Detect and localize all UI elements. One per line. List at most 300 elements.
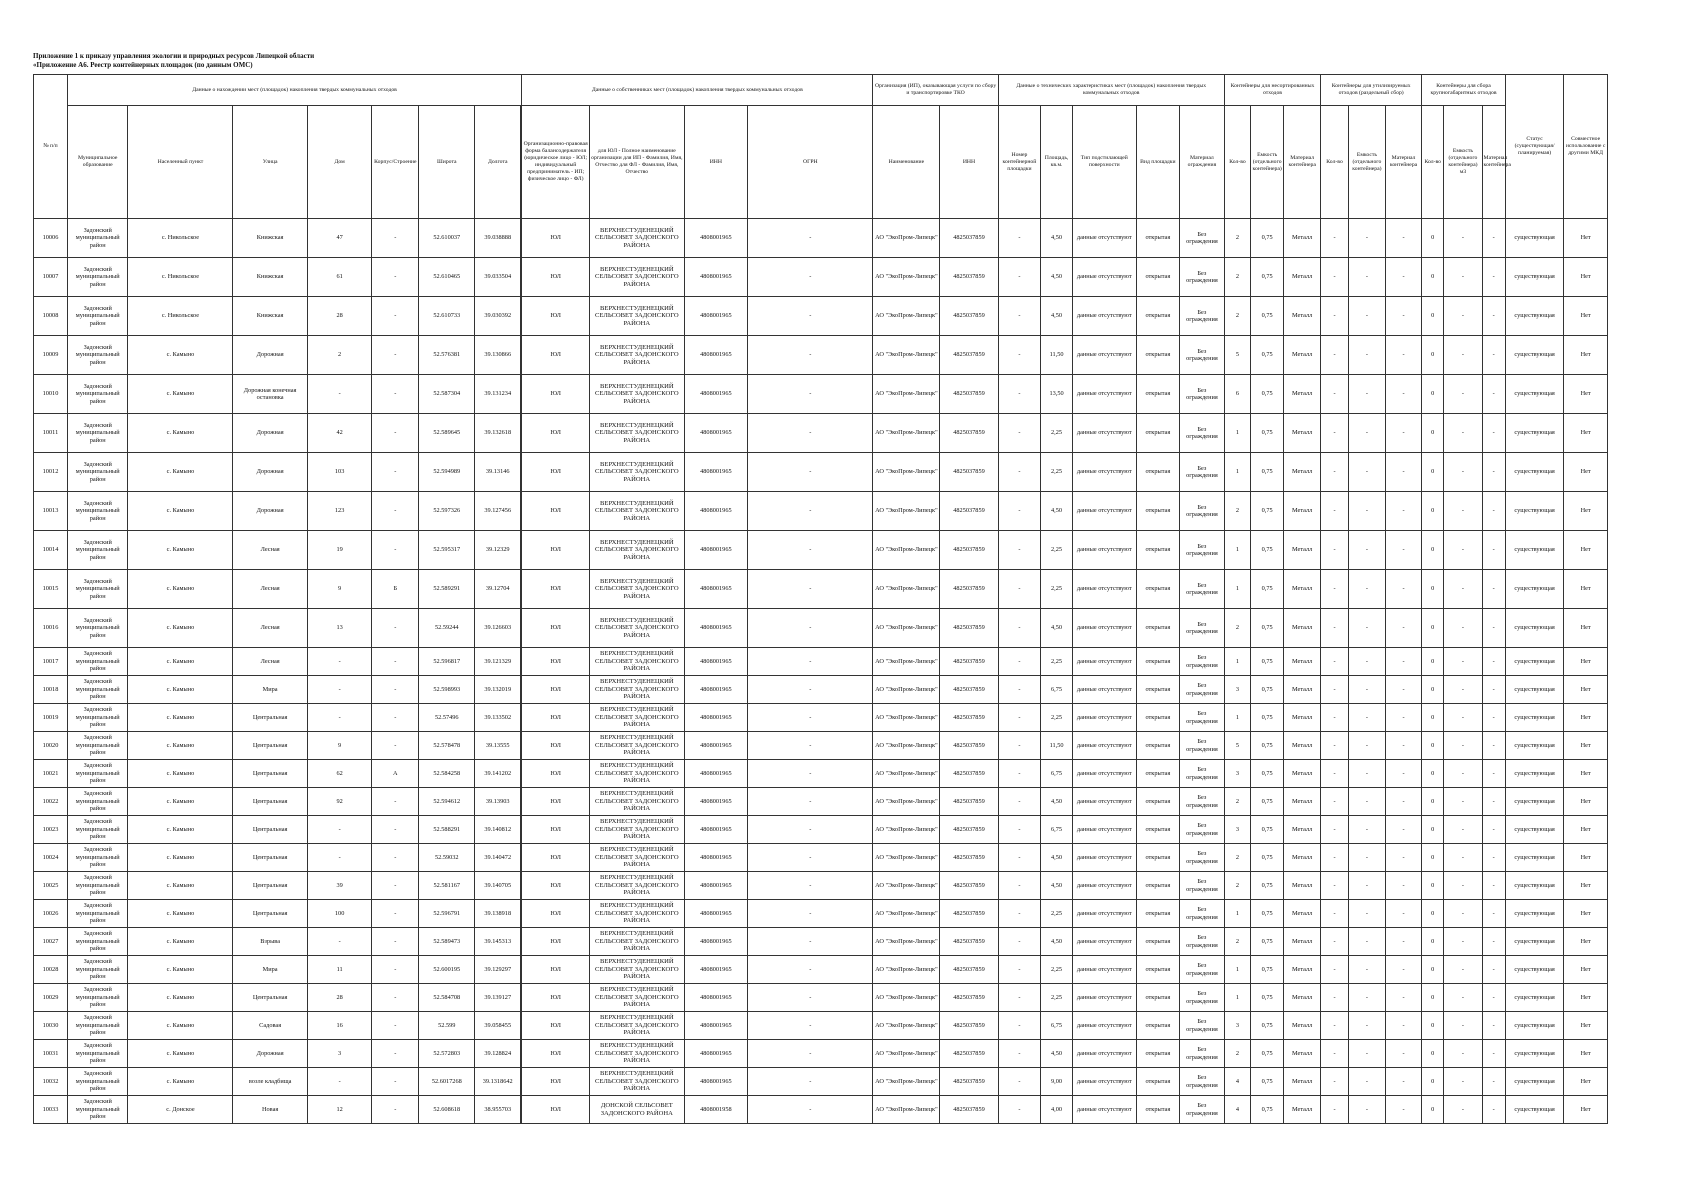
table-cell: 5 <box>1224 336 1251 375</box>
table-cell: с. Камыно <box>128 453 233 492</box>
table-cell: 4825037859 <box>940 732 998 760</box>
table-cell: 61 <box>307 258 372 297</box>
table-cell: - <box>748 570 873 609</box>
table-cell: - <box>748 609 873 648</box>
column-header-cell: Материал контейнера <box>1385 106 1421 219</box>
table-cell: 0 <box>1422 609 1444 648</box>
table-cell: 52.584708 <box>419 984 475 1012</box>
table-cell: открытая <box>1136 570 1180 609</box>
table-cell: - <box>998 676 1040 704</box>
table-cell: открытая <box>1136 816 1180 844</box>
table-cell: Без ограждения <box>1180 816 1225 844</box>
table-cell: Центральная <box>233 760 307 788</box>
table-cell: Центральная <box>233 984 307 1012</box>
table-cell: - <box>1348 704 1385 732</box>
table-cell: Без ограждения <box>1180 375 1225 414</box>
table-cell: - <box>1348 760 1385 788</box>
table-cell: данные отсутствуют <box>1072 956 1136 984</box>
group-header-cell: № п/п <box>34 75 68 219</box>
table-cell: - <box>1482 900 1505 928</box>
table-cell: 4825037859 <box>940 1040 998 1068</box>
table-cell: данные отсутствуют <box>1072 676 1136 704</box>
table-cell: Новая <box>233 1096 307 1124</box>
table-cell: ВЕРХНЕСТУДЕНЕЦКИЙ СЕЛЬСОВЕТ ЗАДОНСКОГО РАЙОНА <box>590 648 684 676</box>
table-cell: 52.610037 <box>419 219 475 258</box>
table-cell: 11 <box>307 956 372 984</box>
table-cell: - <box>372 1040 419 1068</box>
table-cell: Книжская <box>233 219 307 258</box>
table-cell: 10021 <box>34 760 68 788</box>
group-header-cell: Контейнеры для утилизируемых отходов (раздельный сбор) <box>1321 75 1422 106</box>
table-cell: 10015 <box>34 570 68 609</box>
table-cell: 10029 <box>34 984 68 1012</box>
table-cell: Без ограждения <box>1180 1012 1225 1040</box>
table-cell: Задонский муниципальный район <box>67 375 127 414</box>
table-cell: Центральная <box>233 900 307 928</box>
document-page <box>33 52 1608 1124</box>
table-cell: Садовая <box>233 1012 307 1040</box>
table-cell: - <box>748 648 873 676</box>
table-cell: - <box>1348 844 1385 872</box>
table-cell: открытая <box>1136 760 1180 788</box>
table-cell: данные отсутствуют <box>1072 648 1136 676</box>
table-cell: 10018 <box>34 676 68 704</box>
table-cell: с. Донское <box>128 1096 233 1124</box>
table-cell: Без ограждения <box>1180 956 1225 984</box>
table-cell: Без ограждения <box>1180 704 1225 732</box>
table-cell: - <box>1444 704 1482 732</box>
table-row <box>34 453 1608 492</box>
table-cell: 52.600195 <box>419 956 475 984</box>
table-cell: 4808001965 <box>684 872 748 900</box>
group-header-cell: Данные о технических характеристиках мест (площадок) накопления твердых коммунальных отходов <box>998 75 1224 106</box>
table-cell: данные отсутствуют <box>1072 928 1136 956</box>
table-cell: 52.596791 <box>419 900 475 928</box>
table-cell: ВЕРХНЕСТУДЕНЕЦКИЙ СЕЛЬСОВЕТ ЗАДОНСКОГО РАЙОНА <box>590 704 684 732</box>
table-cell: АО "ЭкоПром-Липецк" <box>873 609 940 648</box>
table-cell: 2,25 <box>1041 570 1073 609</box>
table-cell: 52.594989 <box>419 453 475 492</box>
table-cell: - <box>998 844 1040 872</box>
table-cell: - <box>1385 570 1421 609</box>
table-cell: - <box>307 648 372 676</box>
table-cell: ЮЛ <box>522 872 590 900</box>
table-cell: - <box>998 956 1040 984</box>
table-cell: 0 <box>1422 492 1444 531</box>
table-cell: - <box>1385 816 1421 844</box>
table-cell: 9 <box>307 732 372 760</box>
table-cell: - <box>1444 1040 1482 1068</box>
table-cell: Лесная <box>233 609 307 648</box>
table-cell: Нет <box>1564 1040 1608 1068</box>
table-cell: 0,75 <box>1251 375 1284 414</box>
table-cell: 0,75 <box>1251 844 1284 872</box>
table-cell: 52.584258 <box>419 760 475 788</box>
table-cell: с. Камыно <box>128 788 233 816</box>
table-cell: 4825037859 <box>940 336 998 375</box>
column-header-cell: Вид площадки <box>1136 106 1180 219</box>
table-cell: существующая <box>1505 375 1563 414</box>
table-cell: 4825037859 <box>940 219 998 258</box>
table-cell: Металл <box>1284 760 1321 788</box>
table-cell: 10016 <box>34 609 68 648</box>
table-cell: - <box>1482 531 1505 570</box>
table-cell: - <box>748 676 873 704</box>
table-row <box>34 984 1608 1012</box>
table-cell: с. Камыно <box>128 760 233 788</box>
table-cell: - <box>1482 570 1505 609</box>
table-cell: с. Камыно <box>128 492 233 531</box>
table-cell: 19 <box>307 531 372 570</box>
table-cell: ВЕРХНЕСТУДЕНЕЦКИЙ СЕЛЬСОВЕТ ЗАДОНСКОГО РАЙОНА <box>590 375 684 414</box>
table-cell: 0,75 <box>1251 984 1284 1012</box>
table-row <box>34 414 1608 453</box>
table-cell: 4 <box>1224 1068 1251 1096</box>
table-cell: - <box>372 531 419 570</box>
table-cell: АО "ЭкоПром-Липецк" <box>873 872 940 900</box>
table-cell: - <box>372 788 419 816</box>
table-cell: Нет <box>1564 531 1608 570</box>
table-cell: Лесная <box>233 570 307 609</box>
table-cell: 3 <box>307 1040 372 1068</box>
table-cell: 10032 <box>34 1068 68 1096</box>
table-cell: - <box>748 1012 873 1040</box>
column-header-cell: Корпус/Строение <box>372 106 419 219</box>
table-cell: существующая <box>1505 1040 1563 1068</box>
table-cell: 4808001965 <box>684 928 748 956</box>
table-cell: ВЕРХНЕСТУДЕНЕЦКИЙ СЕЛЬСОВЕТ ЗАДОНСКОГО РАЙОНА <box>590 258 684 297</box>
table-cell: 52.6017268 <box>419 1068 475 1096</box>
table-cell: Нет <box>1564 732 1608 760</box>
table-cell: - <box>998 531 1040 570</box>
table-cell: 0,75 <box>1251 1096 1284 1124</box>
table-cell: - <box>748 984 873 1012</box>
table-cell: 6,75 <box>1041 816 1073 844</box>
table-cell: - <box>372 900 419 928</box>
table-cell: 0,75 <box>1251 414 1284 453</box>
table-cell: АО "ЭкоПром-Липецк" <box>873 844 940 872</box>
table-row <box>34 1040 1608 1068</box>
table-cell: открытая <box>1136 984 1180 1012</box>
table-cell: - <box>1348 928 1385 956</box>
table-cell: 39.12329 <box>475 531 521 570</box>
table-cell: Центральная <box>233 788 307 816</box>
table-cell: данные отсутствуют <box>1072 453 1136 492</box>
table-cell: Задонский муниципальный район <box>67 760 127 788</box>
table-cell: Задонский муниципальный район <box>67 1012 127 1040</box>
table-cell: Задонский муниципальный район <box>67 732 127 760</box>
table-cell: открытая <box>1136 648 1180 676</box>
table-cell: с. Камыно <box>128 375 233 414</box>
table-cell: открытая <box>1136 453 1180 492</box>
table-cell: 4825037859 <box>940 570 998 609</box>
table-cell: существующая <box>1505 414 1563 453</box>
table-cell: ЮЛ <box>522 336 590 375</box>
table-row <box>34 531 1608 570</box>
table-cell: с. Камыно <box>128 648 233 676</box>
table-cell: 0,75 <box>1251 788 1284 816</box>
table-row <box>34 900 1608 928</box>
table-cell: Металл <box>1284 492 1321 531</box>
table-cell: 1 <box>1224 453 1251 492</box>
table-cell: 0 <box>1422 732 1444 760</box>
table-cell: ЮЛ <box>522 297 590 336</box>
table-cell: 52.610733 <box>419 297 475 336</box>
table-cell: 39.128824 <box>475 1040 521 1068</box>
table-cell: АО "ЭкоПром-Липецк" <box>873 492 940 531</box>
table-cell: данные отсутствуют <box>1072 788 1136 816</box>
table-cell: с. Камыно <box>128 531 233 570</box>
table-cell: - <box>1482 648 1505 676</box>
table-cell: - <box>1444 788 1482 816</box>
table-cell: - <box>1482 984 1505 1012</box>
table-cell: 4825037859 <box>940 760 998 788</box>
table-cell: - <box>1385 788 1421 816</box>
table-cell: 52.599 <box>419 1012 475 1040</box>
table-cell: ВЕРХНЕСТУДЕНЕЦКИЙ СЕЛЬСОВЕТ ЗАДОНСКОГО РАЙОНА <box>590 788 684 816</box>
table-row <box>34 336 1608 375</box>
table-group-header-row <box>34 75 1608 106</box>
table-cell: - <box>998 928 1040 956</box>
table-cell: Центральная <box>233 732 307 760</box>
table-cell: - <box>372 414 419 453</box>
table-cell: - <box>748 453 873 492</box>
table-cell: Металл <box>1284 258 1321 297</box>
table-cell: с. Камыно <box>128 414 233 453</box>
table-cell: Металл <box>1284 900 1321 928</box>
table-cell: 4808001965 <box>684 956 748 984</box>
table-cell: ВЕРХНЕСТУДЕНЕЦКИЙ СЕЛЬСОВЕТ ЗАДОНСКОГО РАЙОНА <box>590 760 684 788</box>
table-cell: - <box>372 1096 419 1124</box>
table-cell: - <box>998 414 1040 453</box>
table-cell: - <box>1385 336 1421 375</box>
table-cell: 4825037859 <box>940 788 998 816</box>
table-cell: - <box>1444 648 1482 676</box>
table-cell: Задонский муниципальный район <box>67 704 127 732</box>
table-cell: 52.597326 <box>419 492 475 531</box>
column-header-cell: для ЮЛ - Полное наименование организации для ИП - Фамилия, Имя, Отчество для ФЛ - Фамилия, Имя, Отчество <box>590 106 684 219</box>
table-cell: 52.59244 <box>419 609 475 648</box>
table-cell: АО "ЭкоПром-Липецк" <box>873 676 940 704</box>
table-cell: - <box>1321 928 1349 956</box>
table-cell: Металл <box>1284 219 1321 258</box>
table-cell: 16 <box>307 1012 372 1040</box>
table-cell: - <box>1385 297 1421 336</box>
table-cell: - <box>1482 219 1505 258</box>
table-cell: Нет <box>1564 1068 1608 1096</box>
table-cell: открытая <box>1136 609 1180 648</box>
table-cell: - <box>1444 336 1482 375</box>
table-cell: - <box>307 704 372 732</box>
table-cell: 3 <box>1224 676 1251 704</box>
table-cell: ЮЛ <box>522 956 590 984</box>
table-cell: ВЕРХНЕСТУДЕНЕЦКИЙ СЕЛЬСОВЕТ ЗАДОНСКОГО РАЙОНА <box>590 1068 684 1096</box>
table-cell: 6,75 <box>1041 676 1073 704</box>
table-cell: - <box>1482 872 1505 900</box>
table-cell: открытая <box>1136 872 1180 900</box>
table-cell: - <box>372 844 419 872</box>
table-cell: Без ограждения <box>1180 492 1225 531</box>
table-cell: - <box>998 609 1040 648</box>
table-cell: 52.598993 <box>419 676 475 704</box>
table-cell: - <box>998 453 1040 492</box>
table-cell: ЮЛ <box>522 704 590 732</box>
table-cell: данные отсутствуют <box>1072 219 1136 258</box>
table-cell: 0 <box>1422 788 1444 816</box>
table-cell: существующая <box>1505 1068 1563 1096</box>
table-cell: данные отсутствуют <box>1072 816 1136 844</box>
table-cell: - <box>1482 1096 1505 1124</box>
table-cell: 0 <box>1422 676 1444 704</box>
table-cell: существующая <box>1505 872 1563 900</box>
table-cell: Без ограждения <box>1180 297 1225 336</box>
column-header-cell: Муниципальное образование <box>67 106 127 219</box>
table-cell: существующая <box>1505 336 1563 375</box>
table-cell: 62 <box>307 760 372 788</box>
table-cell: - <box>372 258 419 297</box>
table-cell: - <box>1385 492 1421 531</box>
table-cell: 52.581167 <box>419 872 475 900</box>
table-cell: 39.13146 <box>475 453 521 492</box>
document-header-line-1: Приложение 1 к приказу управления экологии и природных ресурсов Липецкой области <box>33 52 315 60</box>
table-cell: 4825037859 <box>940 984 998 1012</box>
table-cell: 11,50 <box>1041 732 1073 760</box>
table-cell: - <box>1482 844 1505 872</box>
table-cell: 4825037859 <box>940 844 998 872</box>
table-cell: открытая <box>1136 414 1180 453</box>
table-cell: 39.130866 <box>475 336 521 375</box>
table-cell: ВЕРХНЕСТУДЕНЕЦКИЙ СЕЛЬСОВЕТ ЗАДОНСКОГО РАЙОНА <box>590 676 684 704</box>
table-cell: ЮЛ <box>522 648 590 676</box>
table-cell: ЮЛ <box>522 414 590 453</box>
table-cell: АО "ЭкоПром-Липецк" <box>873 414 940 453</box>
table-cell: 4808001965 <box>684 570 748 609</box>
table-cell: Задонский муниципальный район <box>67 844 127 872</box>
table-cell: 52.595317 <box>419 531 475 570</box>
table-cell: ВЕРХНЕСТУДЕНЕЦКИЙ СЕЛЬСОВЕТ ЗАДОНСКОГО РАЙОНА <box>590 956 684 984</box>
table-cell: Б <box>372 570 419 609</box>
table-cell: 4808001965 <box>684 788 748 816</box>
table-cell: - <box>1348 336 1385 375</box>
table-cell: ЮЛ <box>522 760 590 788</box>
table-cell: Без ограждения <box>1180 872 1225 900</box>
table-cell: 4825037859 <box>940 531 998 570</box>
table-cell: - <box>372 648 419 676</box>
table-cell: - <box>1385 1096 1421 1124</box>
table-cell: открытая <box>1136 492 1180 531</box>
table-cell: 47 <box>307 219 372 258</box>
table-cell: 4,50 <box>1041 1040 1073 1068</box>
table-cell: 39.138918 <box>475 900 521 928</box>
table-cell: - <box>1482 414 1505 453</box>
table-cell: - <box>1444 872 1482 900</box>
registry-table <box>33 74 1608 1124</box>
table-cell: Нет <box>1564 760 1608 788</box>
table-cell: 10013 <box>34 492 68 531</box>
table-cell: - <box>1321 872 1349 900</box>
table-cell: 0 <box>1422 336 1444 375</box>
table-cell: 39.13555 <box>475 732 521 760</box>
table-cell: - <box>1482 732 1505 760</box>
table-row <box>34 375 1608 414</box>
table-cell: - <box>1321 297 1349 336</box>
table-cell: - <box>998 492 1040 531</box>
table-cell: 39.1318642 <box>475 1068 521 1096</box>
table-cell: Нет <box>1564 453 1608 492</box>
table-cell: Задонский муниципальный район <box>67 900 127 928</box>
table-cell: 39.132019 <box>475 676 521 704</box>
table-cell: 2 <box>1224 258 1251 297</box>
table-cell: - <box>1385 375 1421 414</box>
table-cell: - <box>998 900 1040 928</box>
table-cell: открытая <box>1136 531 1180 570</box>
table-cell: 2 <box>1224 609 1251 648</box>
table-cell: АО "ЭкоПром-Липецк" <box>873 219 940 258</box>
table-cell: 4808001965 <box>684 816 748 844</box>
table-cell: - <box>748 297 873 336</box>
group-header-cell: Организация (ИП), оказывающая услуги по сбору и транспортировке ТКО <box>873 75 998 106</box>
table-cell: - <box>1444 844 1482 872</box>
table-cell: Нет <box>1564 676 1608 704</box>
column-header-cell: Емкость (отдельного контейнера) <box>1348 106 1385 219</box>
table-cell: - <box>748 336 873 375</box>
table-cell: - <box>372 676 419 704</box>
table-cell: Нет <box>1564 570 1608 609</box>
table-cell: Нет <box>1564 648 1608 676</box>
table-cell: 4808001965 <box>684 219 748 258</box>
table-cell: 0,75 <box>1251 531 1284 570</box>
table-cell: ЮЛ <box>522 984 590 1012</box>
table-cell: 39.145313 <box>475 928 521 956</box>
table-cell: - <box>748 258 873 297</box>
table-cell: 4825037859 <box>940 648 998 676</box>
table-cell: 28 <box>307 984 372 1012</box>
table-cell: 4,50 <box>1041 258 1073 297</box>
group-header-cell: Данные о нахождении мест (площадок) накопления твердых коммунальных отходов <box>67 75 521 106</box>
table-cell: - <box>307 816 372 844</box>
column-header-cell: Емкость (отдельного контейнера) <box>1251 106 1284 219</box>
table-cell: Металл <box>1284 676 1321 704</box>
table-cell: - <box>1482 1040 1505 1068</box>
table-cell: - <box>1348 956 1385 984</box>
table-cell: 0,75 <box>1251 453 1284 492</box>
table-cell: - <box>998 704 1040 732</box>
table-cell: - <box>1444 900 1482 928</box>
table-cell: Дорожная <box>233 414 307 453</box>
table-cell: 1 <box>1224 900 1251 928</box>
table-cell: открытая <box>1136 375 1180 414</box>
table-cell: - <box>998 219 1040 258</box>
table-cell: 0 <box>1422 900 1444 928</box>
table-cell: - <box>1444 375 1482 414</box>
table-cell: с. Камыно <box>128 676 233 704</box>
table-cell: Металл <box>1284 984 1321 1012</box>
table-cell: данные отсутствуют <box>1072 297 1136 336</box>
table-cell: существующая <box>1505 900 1563 928</box>
column-header-cell: Организационно-правовая форма балансодержателя (юридическое лицо - ЮЛ; индивидуальный предприниматель - ИП; физическое лицо - ФЛ) <box>522 106 590 219</box>
table-cell: - <box>1348 984 1385 1012</box>
table-cell: 4825037859 <box>940 375 998 414</box>
table-row <box>34 1068 1608 1096</box>
table-cell: ЮЛ <box>522 900 590 928</box>
table-cell: АО "ЭкоПром-Липецк" <box>873 336 940 375</box>
table-cell: Без ограждения <box>1180 984 1225 1012</box>
table-cell: 4808001965 <box>684 844 748 872</box>
table-cell: 1 <box>1224 531 1251 570</box>
table-cell: - <box>1444 258 1482 297</box>
table-cell: данные отсутствуют <box>1072 531 1136 570</box>
table-cell: - <box>748 956 873 984</box>
